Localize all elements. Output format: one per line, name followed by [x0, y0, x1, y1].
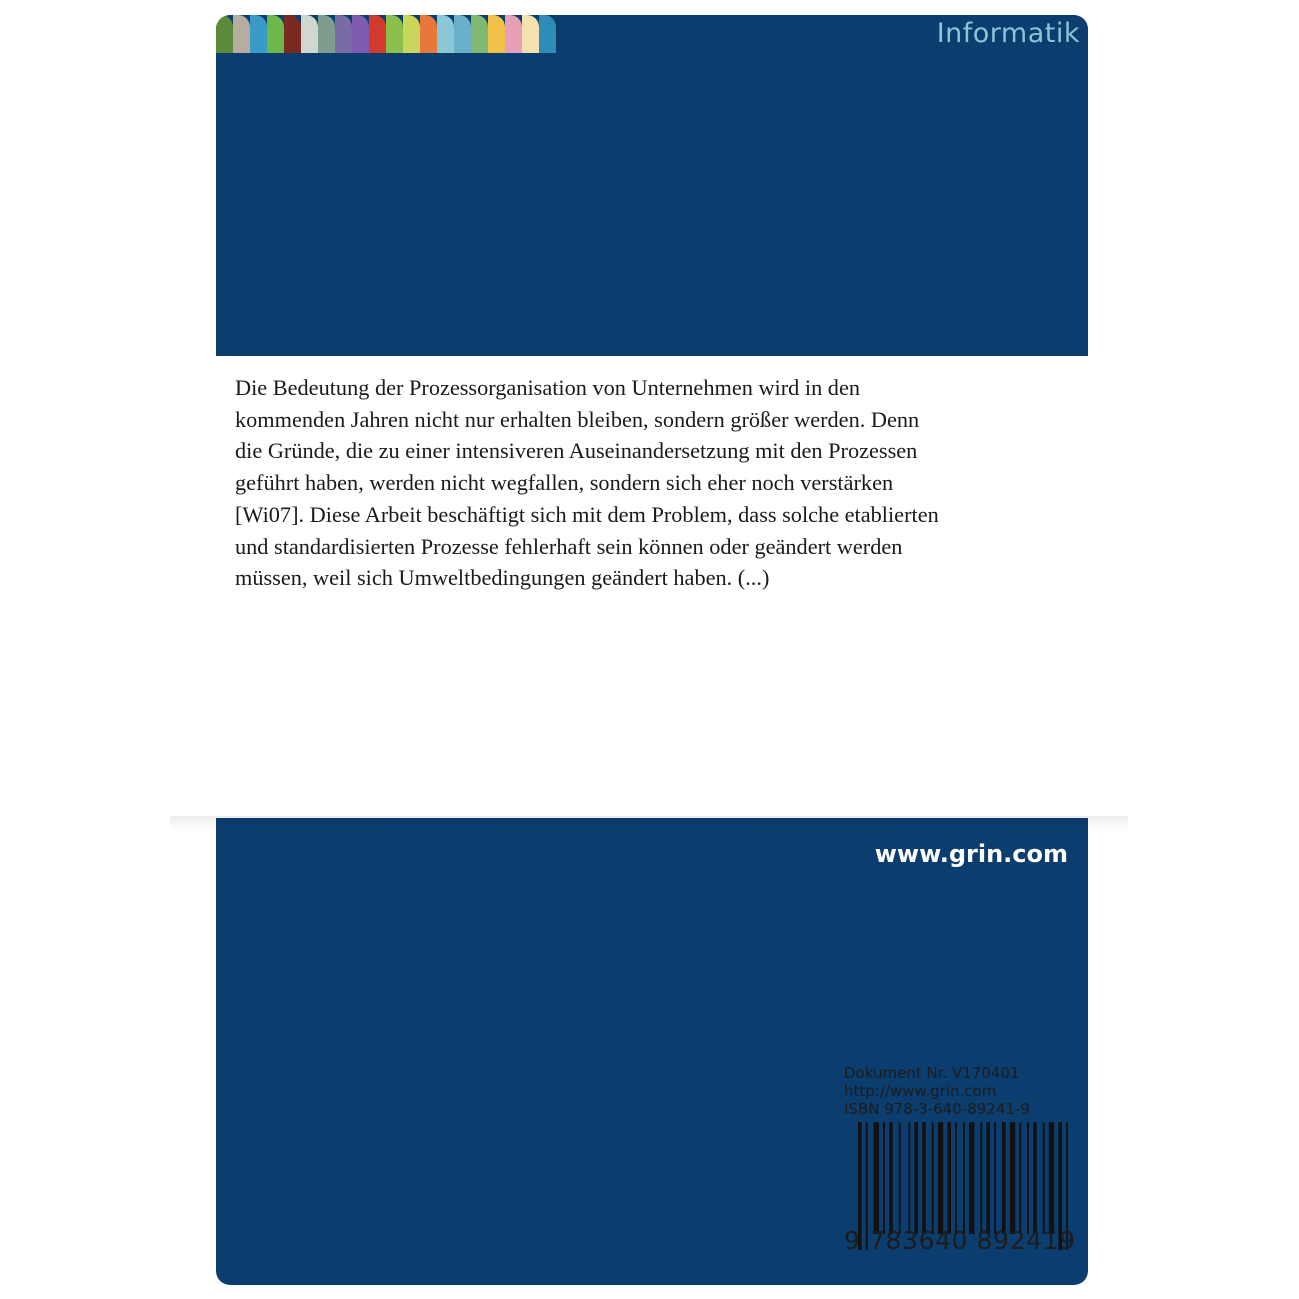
document-number: Dokument Nr. V170401 — [844, 1064, 1020, 1082]
document-info — [844, 1064, 1030, 1118]
blurb-text — [235, 372, 955, 594]
color-stripe — [522, 15, 539, 53]
color-stripes — [216, 15, 556, 53]
color-stripe — [250, 15, 267, 53]
color-stripe — [284, 15, 301, 53]
top-blue-panel — [216, 15, 1088, 356]
document-url: http://www.grin.com — [844, 1082, 997, 1100]
category-label: Informatik — [936, 18, 1080, 49]
blurb-line: und standardisierten Prozesse fehlerhaft sein können oder geändert werden — [235, 533, 903, 559]
isbn: ISBN 978-3-640-89241-9 — [844, 1100, 1030, 1118]
blurb-line: die Gründe, die zu einer intensiveren Auseinandersetzung mit den Prozessen — [235, 438, 918, 464]
color-stripe — [488, 15, 505, 53]
color-stripe — [539, 15, 556, 53]
blurb-line: kommenden Jahren nicht nur erhalten bleiben, sondern größer werden. Denn — [235, 406, 920, 432]
color-stripe — [233, 15, 250, 53]
bottom-blue-panel — [216, 818, 1088, 1285]
publisher-website: www.grin.com — [874, 840, 1068, 868]
color-stripe — [403, 15, 420, 53]
color-stripe — [437, 15, 454, 53]
blurb-line: müssen, weil sich Umweltbedingungen geändert haben. (...) — [235, 565, 770, 591]
color-stripe — [386, 15, 403, 53]
color-stripe — [420, 15, 437, 53]
barcode-digits: 9 783640 892419 — [844, 1226, 1076, 1255]
blurb-line: geführt haben, werden nicht wegfallen, sondern sich eher noch verstärken — [235, 470, 894, 496]
color-stripe — [471, 15, 488, 53]
blurb-line: Die Bedeutung der Prozessorganisation von Unternehmen wird in den — [235, 375, 860, 400]
color-stripe — [301, 15, 318, 53]
color-stripe — [335, 15, 352, 53]
color-stripe — [216, 15, 233, 53]
blurb-line: [Wi07]. Diese Arbeit beschäftigt sich mit dem Problem, dass solche etablierten — [235, 501, 939, 527]
color-stripe — [369, 15, 386, 53]
color-stripe — [267, 15, 284, 53]
color-stripe — [505, 15, 522, 53]
book-back-cover — [216, 15, 1088, 1285]
color-stripe — [454, 15, 471, 53]
color-stripe — [318, 15, 335, 53]
cover-shadow — [170, 816, 1128, 830]
color-stripe — [352, 15, 369, 53]
